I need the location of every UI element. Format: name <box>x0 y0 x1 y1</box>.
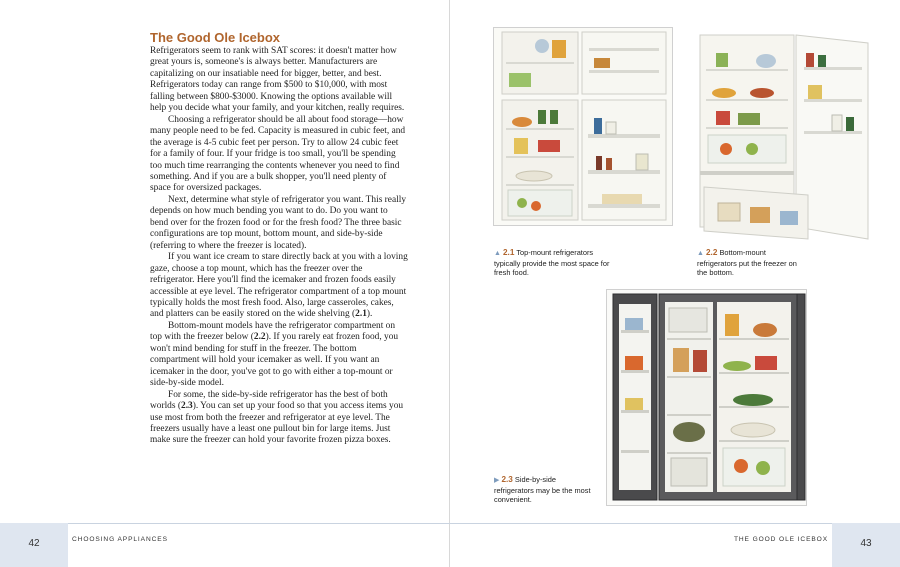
caption-text: Bottom-mount refrigerators put the freezer on the bottom. <box>697 248 797 278</box>
paragraph: If you want ice cream to stare directly back at you with a loving gaze, choose a top mount, which has the freezer over the refrigerator. Here you'll find the icemaker and frozen foods easily accessible at eye level. The refrigerator compartment of a top mount typically holds the most fresh food. Also, large casseroles, cakes, and platters can be easily stored on the wide shelving (2.1). <box>150 252 408 320</box>
book-gutter <box>449 0 450 567</box>
figure-bottom-mount-refrigerator <box>696 27 871 241</box>
triangle-right-icon: ▶ <box>494 477 500 484</box>
triangle-up-icon: ▲ <box>494 250 501 257</box>
paragraph: For some, the side-by-side refrigerator has the best of both worlds (2.3). You can set up your food so that you access items you use most from both the freezer and refrigerator at eye level. The freezers usually have a least one pullout bin for large items. Just make sure the freezer can hold your favorite frozen pizza boxes. <box>150 389 404 446</box>
figure-caption <box>697 248 807 278</box>
figure-number: 2.3 <box>501 475 513 484</box>
page-number-left: 42 <box>28 538 40 549</box>
body-text <box>150 46 408 447</box>
caption-text: Top-mount refrigerators typically provide the most space for fresh food. <box>494 248 610 278</box>
figure-ref: 2.2 <box>253 332 266 343</box>
figure-number: 2.2 <box>706 248 718 257</box>
figure-side-by-side-refrigerator <box>606 289 807 506</box>
running-head-left: CHOOSING APPLIANCES <box>72 536 168 543</box>
running-head-right: THE GOOD OLE ICEBOX <box>733 536 828 543</box>
triangle-up-icon: ▲ <box>697 250 704 257</box>
figure-ref: 2.1 <box>355 309 367 320</box>
figure-number: 2.1 <box>503 248 515 257</box>
top-mount-fridge-illustration <box>494 28 673 226</box>
folio-box-left <box>0 523 68 567</box>
paragraph: Bottom-mount models have the refrigerator compartment on top with the freezer below (2.2). If you rarely eat frozen food, you won't mind bending for stuff in the freezer. The bottom compartment will hold your icemaker as well. If you want an icemaker in the door, you've got to go with either a top-mount or side-by-side model. <box>150 320 399 389</box>
page-number-right: 43 <box>860 538 872 549</box>
section-heading: The Good Ole Icebox <box>150 30 281 45</box>
figure-caption <box>494 475 594 505</box>
figure-caption <box>494 248 614 278</box>
side-by-side-fridge-illustration <box>607 290 807 506</box>
figure-ref: 2.3 <box>181 401 193 412</box>
paragraph: Choosing a refrigerator should be all about food storage—how many people need to be fed. Capacity is measured in cubic feet, and the average is 4-5 cubic feet per person. Try to allow 24 cubic feet for a family of four. If your fridge is too small, you'll be spending too much time rearranging the contents whenever you need to find something. And if you are a bulk shopper, you'll need plenty of space for oversized packages. <box>150 114 406 194</box>
caption-text: Side-by-side refrigerators may be the most convenient. <box>494 475 591 505</box>
bottom-mount-fridge-illustration <box>696 27 871 241</box>
paragraph: Next, determine what style of refrigerator you want. This really depends on how much bending you want to do. Do you want to bend over for the frozen food or for the fresh food? The three basic configurations are top mount, bottom mount, and side-by-side (referring to where the freezer is located). <box>150 194 407 251</box>
paragraph: Refrigerators seem to rank with SAT scores: it doesn't matter how great yours is, someone's is always better. Manufacturers are capitalizing on our insatiable need for bigger, better, and best. Refrigerators today can range from $500 to $10,000, with most falling between $800-$3000. Knowing the options available will help you decide what your family, and your kitchen, really requires. <box>150 46 405 114</box>
figure-top-mount-refrigerator <box>493 27 673 226</box>
folio-box-right <box>832 523 900 567</box>
